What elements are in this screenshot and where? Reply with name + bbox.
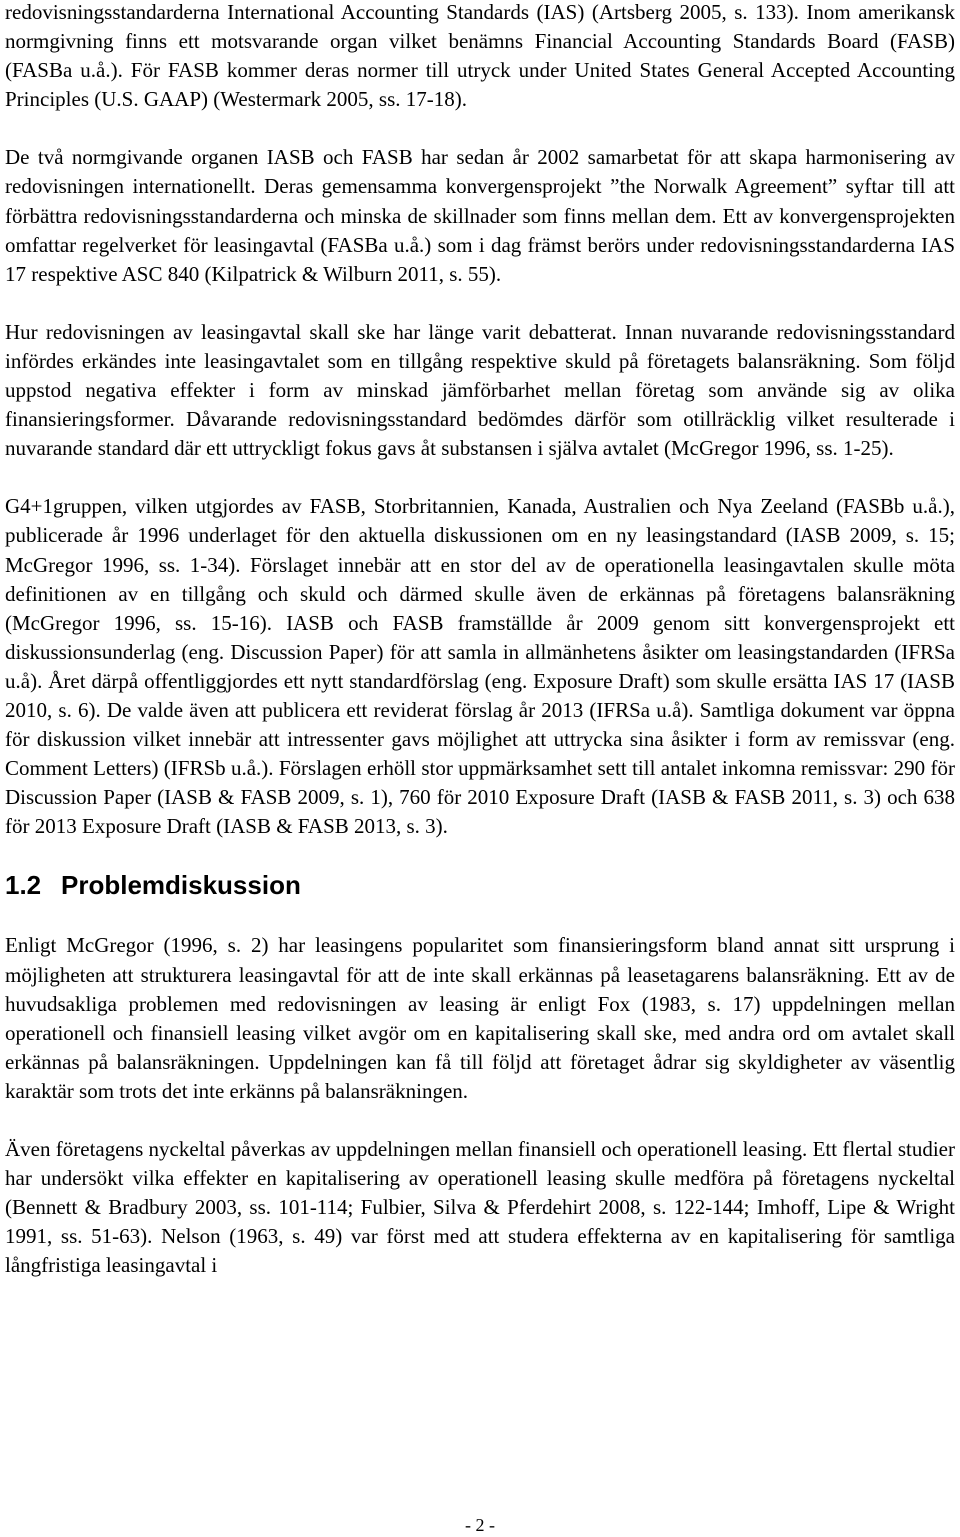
section-heading [5,869,955,901]
paragraph-problem-2: Även företagens nyckeltal påverkas av uppdelningen mellan finansiell och operationell leasing. Ett flertal studier har undersökt vilka effekter en kapitalisering av operationell leasing skulle medföra på företagens nyckeltal (Bennett & Bradbury 2003, ss. 101-114; Fulbier, Silva & Pferdehirt 2008, s. 122-144; Imhoff, Lipe & Wright 1991, ss. 51-63). Nelson (1963, s. 49) var först med att studera effekterna av en kapitalisering för samtliga långfristiga leasingavtal i [5,1137,955,1278]
paragraph-convergence: De två normgivande organen IASB och FASB har sedan år 2002 samarbetat för att skapa harmonisering av redovisningen internationellt. Deras gemensamma konvergensprojekt ”the Norwalk Agreement” syftar till att förbättra redovisningsstandarderna och minska de skillnader som finns mellan dem. Ett av konvergensprojekten omfattar regelverket för leasingavtal (FASBa u.å.) som i dag främst berörs under redovisningsstandarderna IAS 17 respektive ASC 840 (Kilpatrick & Wilburn 2011, s. 55). [5,145,955,286]
section-number: 1.2 [5,870,42,901]
section-title: Problemdiskussion [61,870,301,901]
paragraph-ias-fasb-intro: redovisningsstandarderna International Accounting Standards (IAS) (Artsberg 2005, s. 133). Inom amerikansk normgivning finns ett motsvarande organ vilket benämns Financial Accounting Standards Board (FASB) (FASBa u.å.). För FASB kommer deras normer till utryck under United States General Accepted Accounting Principles (U.S. GAAP) (Westermark 2005, ss. 17-18). [5,0,955,112]
paragraph-problem-1: Enligt McGregor (1996, s. 2) har leasingens popularitet som finansieringsform bland annat sitt ursprung i möjligheten att strukturera leasingavtal för att de inte skall erkännas på leasetagarens balansräkning. Ett av de huvudsakliga problemen med redovisningen av leasing är enligt Fox (1983, s. 17) uppdelningen mellan operationell och finansiell leasing vilket avgör om en kapitalisering skall ske, med andra ord om avtalet skall erkännas på balansräkningen. Uppdelningen kan få till följd att företaget ådrar sig skyldigheter av väsentlig karaktär som trots det inte erkänns på balansräkningen. [5,933,955,1103]
page-number: - 2 - [465,1515,495,1535]
document-page [5,0,955,1280]
paragraph-g4-group: G4+1gruppen, vilken utgjordes av FASB, Storbritannien, Kanada, Australien och Nya Zeeland (FASBb u.å.), publicerade år 1996 underlaget för den aktuella diskussionen om en ny leasingstandard (IASB 2009, s. 15; McGregor 1996, ss. 1-34). Förslaget innebär att en stor del av de operationella leasingavtalen skulle möta definitionen av en tillgång och skuld och därmed skulle även de erkännas på företagens balansräkning (McGregor 1996, ss. 15-16). IASB och FASB framställde år 2009 genom sitt konvergensprojekt ett diskussionsunderlag (eng. Discussion Paper) för att samla in allmänhetens åsikter om leasingstandarden (IFRSa u.å). Året därpå offentliggjordes ett nytt standardförslag (eng. Exposure Draft) som skulle ersätta IAS 17 (IASB 2010, s. 6). De valde även att publicera ett reviderat förslag år 2013 (IFRSa u.å). Samtliga dokument var öppna för diskussion vilket innebär att intressenter gavs möjlighet att uttrycka sina åsikter i form av remissvar (eng. Comment Letters) (IFRSb u.å.). Förslagen erhöll stor uppmärksamhet sett till antalet inkomna remissvar: 290 för Discussion Paper (IASB & FASB 2009, s. 1), 760 för 2010 Exposure Draft (IASB & FASB 2011, s. 3) och 638 för 2013 Exposure Draft (IASB & FASB 2013, s. 3). [5,494,955,839]
paragraph-leasing-debate: Hur redovisningen av leasingavtal skall ske har länge varit debatterat. Innan nuvarande redovisningsstandard infördes erkändes inte leasingavtalet som en tillgång respektive skuld på företagets balansräkning. Som följd uppstod negativa effekter i form av minskad jämförbarhet mellan företag som använde sig av olika finansieringsformer. Dåvarande redovisningsstandard bedömdes därför som otillräcklig vilket resulterade i nuvarande standard där ett uttryckligt fokus gavs åt substansen i själva avtalet (McGregor 1996, ss. 1-25). [5,319,955,461]
